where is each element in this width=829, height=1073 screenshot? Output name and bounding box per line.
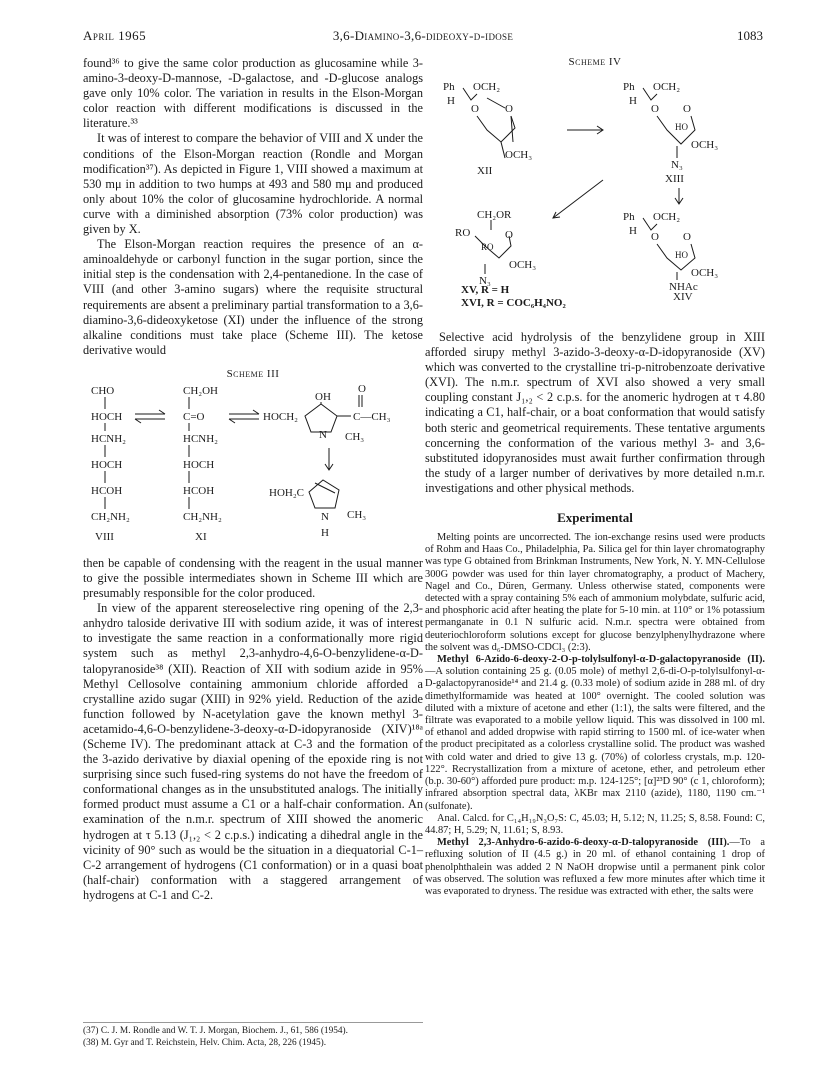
- xiv-och3: OCH₃: [691, 267, 719, 279]
- xv-label: XV, R = H: [461, 284, 510, 296]
- scheme-4-diagram: [425, 68, 765, 300]
- xii-och3: OCH₃: [505, 149, 533, 161]
- xiii-o2: O: [683, 103, 691, 115]
- left-paragraph-2: It was of interest to compare the behavior of VIII and X under the conditions of the Elson-Morgan reaction (Rondle and Morgan modification³⁷). As depicted in Figure 1, VIII showed a maximum at 530 mμ in addition to two humps at 493 and 580 mμ and produced only about 10% the color of glucosamine hydrochloride. A normal curve with a diminished absorption (73% color production) was given by X.: [83, 131, 423, 237]
- viii-c1: CHO: [91, 384, 115, 397]
- compound-iii-text: —To a refluxing solution of II (4.5 g.) in 20 ml. of ethanol containing 1 drop of phenolphthalein was added 2 N NaOH dropwise until a permanent pink color was observed. The solution was refluxed a few more minutes after which time it was evaporated to dryness. The residue was extracted with ether, the salts were: [425, 837, 765, 897]
- analysis-paragraph: Anal. Calcd. for C₁₄H₁₉N₃O₇S: C, 45.03; H, 5.12; N, 11.25; S, 8.58. Found: C, 44.87; H, 5.29; N, 11.61; S, 8.93.: [425, 812, 765, 836]
- pyrrole1-right: C—CH₃: [353, 410, 391, 423]
- pyrrole1-n: N: [319, 428, 327, 441]
- scheme-3-label: Scheme III: [226, 367, 280, 380]
- right-paragraph-1: Selective acid hydrolysis of the benzylidene group in XIII afforded sirupy methyl 3-azido-3-deoxy-α-D-idopyranoside (XV) which was converted to the crystalline tri-p-nitrobenzoate derivative (XVI). The n.m.r. spectrum of XVI also showed a very small coupling constant J₁,₂ < 2 c.p.s. for the anomeric hydrogen at τ 4.80 indicating a C1, half-chair, or a boat conformation that would satisfy both steric and geometrical requirements. These tentative arguments concerning the conformation of the various methyl 3- and 3,6-substituted idopyranosides must await further confirmation through the study of a larger number of derivatives by more detailed n.m.r. investigations and other physical methods.: [425, 330, 765, 495]
- viii-c5: HCOH: [91, 484, 123, 497]
- scheme-3-diagram: [83, 380, 423, 550]
- xii-label: XII: [477, 165, 493, 177]
- xiii-o1: O: [651, 103, 659, 115]
- experimental-paragraph-1: Melting points are uncorrected. The ion-exchange resins used were products of Rohm and Haas Co., Philadelphia, Pa. Silica gel for thin layer chromatography was type G obtained from Brinkman Instruments, New York, N. Y. MN-Cellulose 300G powder was used for thin layer chromatography, a product of Machery, Nagel and Co., Düren, Germany. Unless otherwise stated, components were detected with a spray containing 5% each of ammonium molybdate, sulfuric acid, and phosphoric acid after heating the plate for 5-10 min. at 110° or 1% potassium permanganate in 0.1 N sulfuric acid. N.m.r. spectra were obtained from deuteriochloroform solutions except for glucose benzylphenylhydrazone where the solvent was d₆-DMSO-CDCl₃ (2:3).: [425, 532, 765, 653]
- xi-label: XI: [195, 530, 207, 543]
- xiv-o2: O: [683, 231, 691, 243]
- xii-o2: O: [505, 103, 513, 115]
- xv-ro1: RO: [455, 227, 471, 239]
- experimental-heading: Experimental: [557, 510, 633, 526]
- xv-n3: N₃: [479, 275, 491, 287]
- viii-c2: HOCH: [91, 410, 123, 423]
- scheme-4-label: Scheme IV: [568, 56, 622, 68]
- right-column: [425, 56, 765, 898]
- pyrrole2-ch3: CH₃: [347, 508, 367, 521]
- xv-och3: OCH₃: [509, 259, 537, 271]
- xiii-n3: N₃: [671, 159, 683, 171]
- footnote-37: (37) C. J. M. Rondle and W. T. J. Morgan, Biochem. J., 61, 586 (1954).: [83, 1026, 348, 1036]
- viii-label: VIII: [95, 530, 114, 543]
- pyrrole2-n: N: [321, 510, 329, 523]
- xii-ph: Ph: [443, 81, 455, 93]
- running-head: [83, 28, 763, 48]
- compound-ii-heading: Methyl 6-Azido-6-deoxy-2-O-p-tolylsulfonyl-α-D-galactopyranoside (II).: [437, 654, 765, 666]
- viii-c6: CH₂NH₂: [91, 510, 130, 523]
- left-paragraph-4: then be capable of condensing with the reagent in the usual manner to give the possible intermediates shown in Scheme III which are presumably responsible for the color produced.: [83, 555, 423, 601]
- xii-h: H: [447, 95, 455, 107]
- pyrrole1-o: O: [358, 382, 366, 395]
- xiii-ph: Ph: [623, 81, 635, 93]
- xiv-ho: HO: [675, 250, 688, 260]
- footnotes: [83, 1022, 423, 1049]
- pyrrole2-h: H: [321, 526, 329, 539]
- xi-c1: CH₂OH: [183, 384, 219, 397]
- xiii-och2: OCH₂: [653, 81, 681, 93]
- xiv-och2: OCH₂: [653, 211, 681, 223]
- xii-och2: OCH₂: [473, 81, 501, 93]
- left-paragraph-5: In view of the apparent stereoselective ring opening of the 2,3-anhydro taloside derivative III with sodium azide, it was of interest to investigate the same reaction in a conformationally more rigid system such as methyl 2,3-anhydro-4,6-O-benzylidene-α-D-talopyranoside³⁸ (XII). Reaction of XII with sodium azide in 95% Methyl Cellosolve containing ammonium chloride afforded a crystalline azido sugar (XIII) in 92% yield. Reduction of the azide function followed by N-acetylation gave the known methyl 3-acetamido-4,6-O-benzylidene-3-deoxy-α-D-idopyranoside (XIV)¹⁸ᵃ (Scheme IV). The predominant attack at C-3 and the formation of the 3-azido derivative by diaxial opening of the epoxide ring is not surprising since such fused-ring systems do not have the freedom of conformational changes as in the unsubstituted analogs. The initially formed product must assume a C1 or a half-chair conformation. An examination of the n.m.r. spectrum of XIII showed the anomeric hydrogen at τ 5.13 (J₁,₂ < 2 c.p.s.) indicating a dihedral angle in the vicinity of 90° such as would be the situation in a diequatorial C-1–C-2 arrangement of hydrogens (C1 conformation) or in a quasi boat (half-chair) conformation with a staggered arrangement of hydrogens at C-1 and C-2.: [83, 601, 423, 902]
- left-column: [83, 56, 423, 903]
- xiii-och3: OCH₃: [691, 139, 719, 151]
- xiv-label: XIV: [673, 291, 693, 300]
- journal-date: April 1965: [83, 28, 147, 43]
- xiv-h: H: [629, 225, 637, 237]
- footnote-38: (38) M. Gyr and T. Reichstein, Helv. Chim. Acta, 28, 226 (1945).: [83, 1037, 327, 1048]
- xiii-ho: HO: [675, 122, 688, 132]
- xv-ro2: RO: [481, 242, 494, 252]
- viii-c4: HOCH: [91, 458, 123, 471]
- xi-c6: CH₂NH₂: [183, 510, 222, 523]
- experimental-paragraph-3: [425, 837, 765, 898]
- page-number: 1083: [737, 28, 763, 43]
- compound-ii-text: —A solution containing 25 g. (0.05 mole) of methyl 2,6-di-O-p-tolylsulfonyl-α-D-galactopyranoside¹⁴ and 21.4 g. (0.33 mole) of sodium azide in 288 ml. of dry dimethylformamide was heated at 100° overnight. The cooled solution was diluted with a mixture of acetone and ether (1:1), the salts were filtered, and the filtrate was evaporated to a mobile yellow liquid. This was dissolved in 100 ml. of ethanol and added dropwise with rapid stirring to 1500 ml. of ice-water when the product precipitated as a colorless crystalline solid. The product was washed with cold water and dried to give 13 g. (70%) of colorless crystals, m.p. 120-122°. Recrystallization from a mixture of acetone, ether, and petroleum ether (b.p. 30-60°) afforded pure product: m.p. 124-125°; [α]²³D 90° (c 1, chloroform); infrared absorption spectral data, λKBr max 2110 (azide), 1180, 1190 cm.⁻¹ (sulfonate).: [425, 666, 765, 812]
- viii-c3: HCNH₂: [91, 432, 127, 445]
- pyrrole2-left: HOH₂C: [269, 486, 305, 499]
- pyrrole1-left: HOCH₂: [263, 410, 299, 423]
- xiv-ph: Ph: [623, 211, 635, 223]
- xi-c3: HCNH₂: [183, 432, 219, 445]
- left-paragraph-1: found³⁶ to give the same color production as glucosamine while 3-amino-3-deoxy-D-mannose, -D-galactose, and -D-glucose analogs gave only 10% color. The variation in results in the Elson-Morgan color reaction with different modifications is discussed in the literature.³³: [83, 56, 423, 131]
- xiii-label: XIII: [665, 173, 684, 185]
- xiv-nhac: NHAc: [669, 281, 698, 293]
- xii-o1: O: [471, 103, 479, 115]
- pyrrole1-oh: OH: [315, 390, 331, 403]
- article-title: 3,6-Diamino-3,6-dideoxy-d-idose: [332, 28, 514, 43]
- pyrrole1-ch3: CH₃: [345, 430, 365, 443]
- compound-iii-heading: Methyl 2,3-Anhydro-6-azido-6-deoxy-α-D-talopyranoside (III).: [437, 837, 730, 849]
- experimental-paragraph-2: [425, 654, 765, 813]
- xv-o: O: [505, 229, 513, 241]
- xi-c5: HCOH: [183, 484, 215, 497]
- xi-c2: C=O: [183, 410, 205, 423]
- xiv-o1: O: [651, 231, 659, 243]
- xi-c4: HOCH: [183, 458, 215, 471]
- xvi-label: XVI, R = COC₆H₄NO₂: [461, 297, 566, 309]
- xv-ch2or: CH₂OR: [477, 209, 512, 221]
- left-paragraph-3: The Elson-Morgan reaction requires the presence of an α-aminoaldehyde or carbonyl function in the sugar portion, since the initial step is the condensation with 2,4-pentanedione. In the case of VIII (and other 3-amino sugars) where the requisite structural requirements are absent a preliminary partial transformation to a 3,6-diamino-3,6-dideoxyketose (XI) under the influence of the strong alkaline conditions must take place (Scheme III). The ketose derivative would: [83, 237, 423, 357]
- xiii-h: H: [629, 95, 637, 107]
